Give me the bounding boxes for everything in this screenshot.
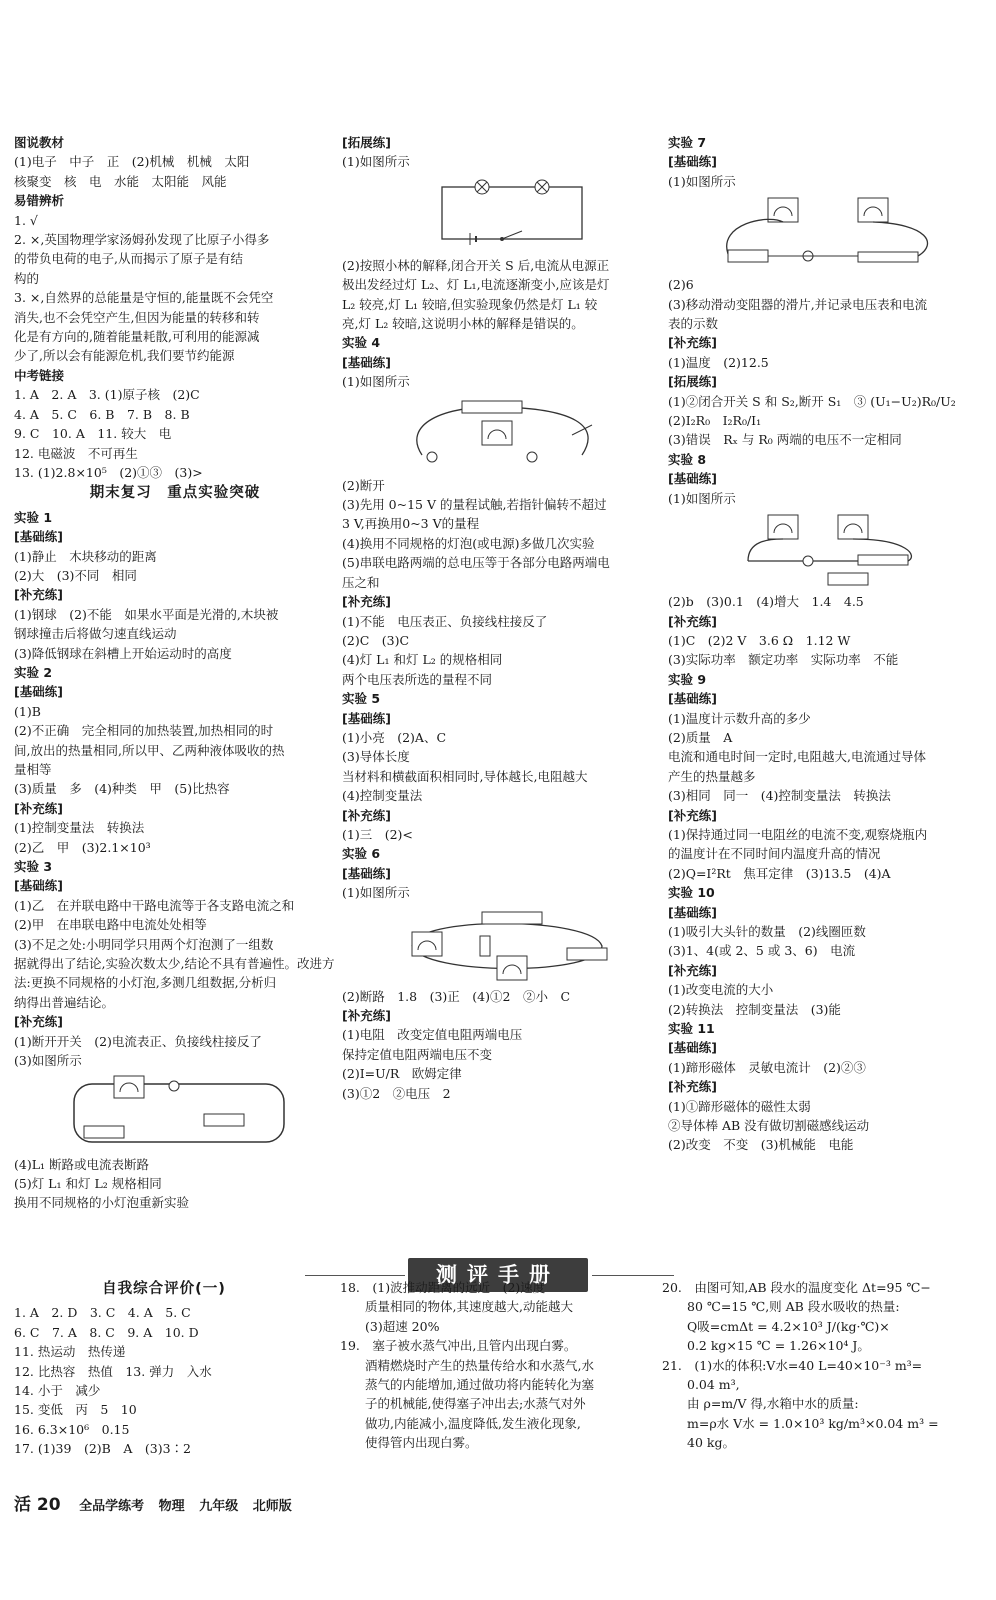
answer-line: 质量相同的物体,其速度越大,动能越大 bbox=[340, 1299, 573, 1315]
banner-rule-left bbox=[305, 1275, 405, 1276]
answer-line: (2)Q=I²Rt 焦耳定律 (3)13.5 (4)A bbox=[668, 865, 891, 881]
answer-line: 3. ×,自然界的总能量是守恒的,能量既不会凭空 bbox=[14, 290, 274, 306]
answer-line: 12. 比热容 热值 13. 弹力 入水 bbox=[14, 1363, 212, 1379]
answer-line: (1)B bbox=[14, 703, 41, 719]
page-footer bbox=[14, 1490, 302, 1515]
answer-line: (2)断开 bbox=[342, 477, 385, 493]
subheading: [拓展练] bbox=[342, 135, 391, 150]
subheading: [补充练] bbox=[668, 613, 717, 629]
answer-line: 少了,所以会有能源危机,我们要节约能源 bbox=[14, 348, 235, 364]
answer-line: m=ρ水 V水 = 1.0×10³ kg/m³×0.04 m³ = bbox=[662, 1415, 939, 1431]
answer-column-3 bbox=[668, 133, 984, 1155]
subheading: [补充练] bbox=[342, 807, 391, 823]
circuit-diagram bbox=[54, 1074, 304, 1152]
answer-line: 化是有方向的,随着能量耗散,可利用的能源减 bbox=[14, 329, 260, 345]
subheading: [基础练] bbox=[14, 878, 63, 894]
subheading: 实验 9 bbox=[668, 671, 707, 687]
answer-line: 6. C 7. A 8. C 9. A 10. D bbox=[14, 1324, 199, 1340]
answer-line: 压之和 bbox=[342, 574, 380, 590]
answer-line: (5)串联电路两端的总电压等于各部分电路两端电 bbox=[342, 555, 610, 571]
answer-line: 16. 6.3×10⁶ 0.15 bbox=[14, 1421, 130, 1437]
subheading: 实验 3 bbox=[14, 859, 53, 875]
answer-line: 的温度计在不同时间内温度升高的情况 bbox=[668, 846, 881, 862]
section-heading: 期末复习 重点实验突破 bbox=[89, 485, 261, 502]
answer-line: (2)6 bbox=[668, 277, 694, 293]
answer-line: (2)转换法 控制变量法 (3)能 bbox=[668, 1001, 841, 1017]
subheading: 易错辨析 bbox=[14, 193, 65, 209]
answer-line: (1)蹄形磁体 灵敏电流计 (2)②③ bbox=[668, 1059, 866, 1075]
answer-line: (4)L₁ 断路或电流表断路 bbox=[14, 1156, 149, 1172]
answer-line: 保持定值电阻两端电压不变 bbox=[342, 1046, 493, 1062]
subheading: [补充练] bbox=[14, 1014, 63, 1030]
answer-line: (1)不能 电压表正、负接线柱接反了 bbox=[342, 613, 548, 629]
page-number: 活 20 bbox=[14, 1495, 61, 1515]
answer-line: (4)控制变量法 bbox=[342, 788, 423, 804]
subheading: [基础练] bbox=[668, 904, 717, 920]
answer-line: 0.04 m³, bbox=[662, 1377, 740, 1393]
answer-line: ②导体棒 AB 没有做切割磁感线运动 bbox=[668, 1118, 870, 1134]
answer-line: 的带负电荷的电子,从而揭示了原子是有结 bbox=[14, 251, 243, 267]
answer-line: 做功,内能减小,温度降低,发生液化现象, bbox=[340, 1415, 581, 1431]
answer-line: 9. C 10. A 11. 较大 电 bbox=[14, 426, 172, 442]
answer-line: (2)断路 1.8 (3)正 (4)①2 ②小 C bbox=[342, 988, 571, 1004]
answer-line: (1)如图所示 bbox=[342, 885, 410, 901]
subheading: [补充练] bbox=[342, 1008, 391, 1023]
subheading: 图说教材 bbox=[14, 135, 65, 150]
edition-label: 北师版 bbox=[252, 1499, 292, 1514]
subheading: [补充练] bbox=[14, 587, 63, 603]
answer-line: 当材料和横截面积相同时,导体越长,电阻越大 bbox=[342, 768, 588, 784]
subheading: 中考链接 bbox=[14, 367, 65, 383]
answer-line: 两个电压表所选的量程不同 bbox=[342, 671, 493, 687]
answer-line: 18. (1)波推动距离的远近 (2)速度 bbox=[340, 1280, 546, 1295]
answer-line: (2)I₂R₀ I₂R₀/I₁ bbox=[668, 413, 762, 429]
subheading: [基础练] bbox=[342, 354, 391, 370]
answer-line: 3 V,再换用0~3 V的量程 bbox=[342, 516, 480, 532]
answer-line: (3)移动滑动变阻器的滑片,并记录电压表和电流 bbox=[668, 296, 928, 312]
answer-line: 构的 bbox=[14, 270, 40, 286]
self-eval-column-3 bbox=[662, 1278, 984, 1453]
answer-line: (3)降低钢球在斜槽上开始运动时的高度 bbox=[14, 645, 232, 661]
answer-line: 80 ℃=15 ℃,则 AB 段水吸收的热量: bbox=[662, 1299, 900, 1315]
answer-line: (1)①蹄形磁体的磁性太弱 bbox=[668, 1098, 811, 1114]
answer-line: 钢球撞击后将做匀速直线运动 bbox=[14, 626, 177, 642]
subheading: 实验 6 bbox=[342, 846, 381, 862]
answer-line: 纳得出普遍结论。 bbox=[14, 994, 115, 1010]
answer-line: (1)如图所示 bbox=[668, 490, 736, 506]
subheading: [基础练] bbox=[668, 154, 717, 170]
answer-line: 酒精燃烧时产生的热量传给水和水蒸气,水 bbox=[340, 1357, 594, 1373]
answer-line: (3)1、4(或 2、5 或 3、6) 电流 bbox=[668, 943, 856, 959]
circuit-diagram bbox=[708, 511, 958, 589]
answer-line: 0.2 kg×15 ℃ = 1.26×10⁴ J。 bbox=[662, 1338, 870, 1354]
answer-line: (1)改变电流的大小 bbox=[668, 982, 774, 998]
subheading: [基础练] bbox=[668, 691, 717, 707]
answer-line: 亮,灯 L₂ 较暗,这说明小林的解释是错误的。 bbox=[342, 316, 584, 332]
circuit-diagram bbox=[382, 395, 632, 473]
answer-line: 核聚变 核 电 水能 太阳能 风能 bbox=[14, 173, 227, 189]
answer-line: (2)I=U/R 欧姆定律 bbox=[342, 1066, 462, 1082]
answer-line: (4)换用不同规格的灯泡(或电源)多做几次实验 bbox=[342, 535, 595, 551]
section-banner: 测评手册 bbox=[408, 1258, 588, 1292]
answer-line: (2)不正确 完全相同的加热装置,加热相同的时 bbox=[14, 723, 274, 739]
subheading: [补充练] bbox=[668, 1079, 717, 1095]
answer-line: (3)错误 Rₓ 与 R₀ 两端的电压不一定相同 bbox=[668, 432, 902, 448]
answer-line: (1)电子 中子 正 (2)机械 机械 太阳 bbox=[14, 154, 250, 170]
answer-line: 20. 由图可知,AB 段水的温度变化 Δt=95 ℃− bbox=[662, 1280, 931, 1295]
answer-line: 1. A 2. A 3. (1)原子核 (2)C bbox=[14, 387, 200, 403]
answer-line: 15. 变低 丙 5 10 bbox=[14, 1402, 137, 1418]
answer-line: 使得管内出现白雾。 bbox=[340, 1435, 478, 1451]
answer-line: (1)断开开关 (2)电流表正、负接线柱接反了 bbox=[14, 1033, 262, 1049]
subheading: 实验 1 bbox=[14, 509, 53, 525]
answer-column-2 bbox=[342, 133, 660, 1103]
answer-line: (1)吸引大头针的数量 (2)线圈匝数 bbox=[668, 924, 866, 939]
subheading: [补充练] bbox=[668, 335, 717, 351]
answer-line: (3)①2 ②电压 2 bbox=[342, 1085, 451, 1101]
answer-line: (1)乙 在并联电路中干路电流等于各支路电流之和 bbox=[14, 897, 295, 913]
answer-line: (3)不足之处:小明同学只用两个灯泡测了一组数 bbox=[14, 936, 274, 952]
answer-line: (1)如图所示 bbox=[342, 154, 410, 170]
answer-line: (2)大 (3)不同 相同 bbox=[14, 567, 137, 583]
subheading: 实验 10 bbox=[668, 885, 715, 901]
subheading: [基础练] bbox=[342, 865, 391, 881]
answer-line: (1)三 (2)< bbox=[342, 826, 413, 842]
answer-line: (1)②闭合开关 S 和 S₂,断开 S₁ ③ (U₁−U₂)R₀/U₂ bbox=[668, 393, 956, 409]
subheading: [补充练] bbox=[342, 594, 391, 610]
grade-label: 九年级 bbox=[199, 1499, 239, 1514]
subheading: [基础练] bbox=[14, 529, 63, 545]
answer-line: (3)如图所示 bbox=[14, 1053, 82, 1069]
answer-line: 13. (1)2.8×10⁵ (2)①③ (3)> bbox=[14, 464, 203, 480]
answer-line: (2)b (3)0.1 (4)增大 1.4 4.5 bbox=[668, 594, 864, 610]
self-eval-column-2 bbox=[340, 1278, 650, 1453]
answer-line: (2)改变 不变 (3)机械能 电能 bbox=[668, 1137, 854, 1153]
answer-line: 14. 小于 减少 bbox=[14, 1383, 101, 1399]
answer-line: 2. ×,英国物理学家汤姆孙发现了比原子小得多 bbox=[14, 232, 270, 248]
circuit-diagram bbox=[708, 194, 958, 272]
answer-line: 产生的热量越多 bbox=[668, 768, 756, 784]
answer-line: (2)乙 甲 (3)2.1×10³ bbox=[14, 839, 151, 855]
subheading: [基础练] bbox=[668, 471, 717, 487]
answer-line: 极出发经过灯 L₂、灯 L₁,电流逐渐变小,应该是灯 bbox=[342, 277, 610, 293]
circuit-diagram bbox=[382, 906, 632, 984]
answer-line: (1)温度 (2)12.5 bbox=[668, 354, 769, 370]
answer-line: (1)C (2)2 V 3.6 Ω 1.12 W bbox=[668, 632, 851, 648]
subheading: 实验 5 bbox=[342, 691, 381, 707]
answer-line: 量相等 bbox=[14, 762, 52, 777]
subheading: [基础练] bbox=[668, 1040, 717, 1056]
answer-line: (3)先用 0~15 V 的量程试触,若指针偏转不超过 bbox=[342, 497, 607, 513]
subheading: [基础练] bbox=[14, 684, 63, 700]
answer-line: 21. (1)水的体积:V水=40 L=40×10⁻³ m³= bbox=[662, 1357, 923, 1373]
answer-line: (1)保持通过同一电阻丝的电流不变,观察烧瓶内 bbox=[668, 826, 928, 842]
subheading: 实验 4 bbox=[342, 335, 381, 351]
answer-line: (3)相同 同一 (4)控制变量法 转换法 bbox=[668, 788, 891, 804]
subheading: 实验 7 bbox=[668, 135, 707, 150]
subject-label: 物理 bbox=[158, 1499, 185, 1514]
answer-line: 消失,也不会凭空产生,但因为能量的转移和转 bbox=[14, 309, 260, 325]
answer-line: (1)控制变量法 转换法 bbox=[14, 820, 145, 836]
answer-column-1 bbox=[14, 133, 336, 1213]
answer-line: 1. √ bbox=[14, 212, 38, 228]
answer-line: 电流和通电时间一定时,电阻越大,电流通过导体 bbox=[668, 749, 926, 765]
answer-line: 表的示数 bbox=[668, 316, 719, 332]
answer-line: (1)钢球 (2)不能 如果水平面是光滑的,木块被 bbox=[14, 606, 279, 622]
answer-line: (1)温度计示数升高的多少 bbox=[668, 710, 811, 726]
answer-line: (3)超速 20% bbox=[340, 1318, 440, 1334]
answer-line: 法:更换不同规格的小灯泡,多测几组数据,分析归 bbox=[14, 975, 277, 991]
answer-line: (3)导体长度 bbox=[342, 749, 410, 765]
subheading: [补充练] bbox=[668, 962, 717, 978]
subheading: 实验 11 bbox=[668, 1021, 715, 1037]
subheading: [拓展练] bbox=[668, 374, 717, 390]
subheading: [补充练] bbox=[668, 807, 717, 823]
subheading: 实验 2 bbox=[14, 664, 53, 680]
answer-line: 40 kg。 bbox=[662, 1435, 735, 1451]
answer-line: 据就得出了结论,实验次数太少,结论不具有普遍性。改进方 bbox=[14, 956, 335, 972]
answer-line: 12. 电磁波 不可再生 bbox=[14, 445, 138, 461]
answer-line: 11. 热运动 热传递 bbox=[14, 1344, 126, 1360]
answer-line: 4. A 5. C 6. B 7. B 8. B bbox=[14, 406, 190, 422]
answer-line: (3)实际功率 额定功率 实际功率 不能 bbox=[668, 652, 899, 668]
answer-line: (2)按照小林的解释,闭合开关 S 后,电流从电源正 bbox=[342, 257, 610, 273]
answer-line: (4)灯 L₁ 和灯 L₂ 的规格相同 bbox=[342, 652, 503, 668]
answer-line: 子的机械能,使得塞子冲出去;水蒸气对外 bbox=[340, 1396, 586, 1412]
answer-line: 19. 塞子被水蒸气冲出,且管内出现白雾。 bbox=[340, 1338, 577, 1354]
answer-line: 17. (1)39 (2)B A (3)3∶2 bbox=[14, 1441, 191, 1457]
answer-line: 换用不同规格的小灯泡重新实验 bbox=[14, 1195, 190, 1211]
answer-line: 蒸气的内能增加,通过做功将内能转化为塞 bbox=[340, 1377, 594, 1393]
answer-line: (1)如图所示 bbox=[668, 173, 736, 189]
answer-line: 间,放出的热量相同,所以甲、乙两种液体吸收的热 bbox=[14, 742, 285, 758]
answer-line: (2)质量 A bbox=[668, 729, 733, 745]
subheading: [基础练] bbox=[342, 710, 391, 726]
answer-line: (1)如图所示 bbox=[342, 374, 410, 390]
answer-line: (2)甲 在串联电路中电流处处相等 bbox=[14, 917, 207, 933]
self-eval-column-1 bbox=[14, 1278, 314, 1459]
answer-line: 1. A 2. D 3. C 4. A 5. C bbox=[14, 1305, 191, 1321]
book-title: 全品学练考 bbox=[79, 1499, 145, 1514]
answer-line: (1)静止 木块移动的距离 bbox=[14, 548, 157, 564]
subheading: [补充练] bbox=[14, 800, 63, 816]
circuit-diagram bbox=[382, 175, 632, 253]
answer-line: (2)C (3)C bbox=[342, 632, 410, 648]
banner-rule-right bbox=[592, 1275, 674, 1276]
answer-line: (1)小亮 (2)A、C bbox=[342, 729, 447, 745]
answer-line: (3)质量 多 (4)种类 甲 (5)比热容 bbox=[14, 781, 230, 797]
section-heading: 自我综合评价(一) bbox=[102, 1281, 226, 1297]
answer-line: (5)灯 L₁ 和灯 L₂ 规格相同 bbox=[14, 1175, 162, 1191]
answer-line: Q吸=cmΔt = 4.2×10³ J/(kg·℃)× bbox=[662, 1318, 890, 1334]
answer-line: 由 ρ=m/V 得,水箱中水的质量: bbox=[662, 1396, 859, 1412]
answer-line: (1)电阻 改变定值电阻两端电压 bbox=[342, 1027, 523, 1043]
subheading: 实验 8 bbox=[668, 451, 707, 467]
answer-line: L₂ 较亮,灯 L₁ 较暗,但实验现象仍然是灯 L₁ 较 bbox=[342, 296, 598, 312]
